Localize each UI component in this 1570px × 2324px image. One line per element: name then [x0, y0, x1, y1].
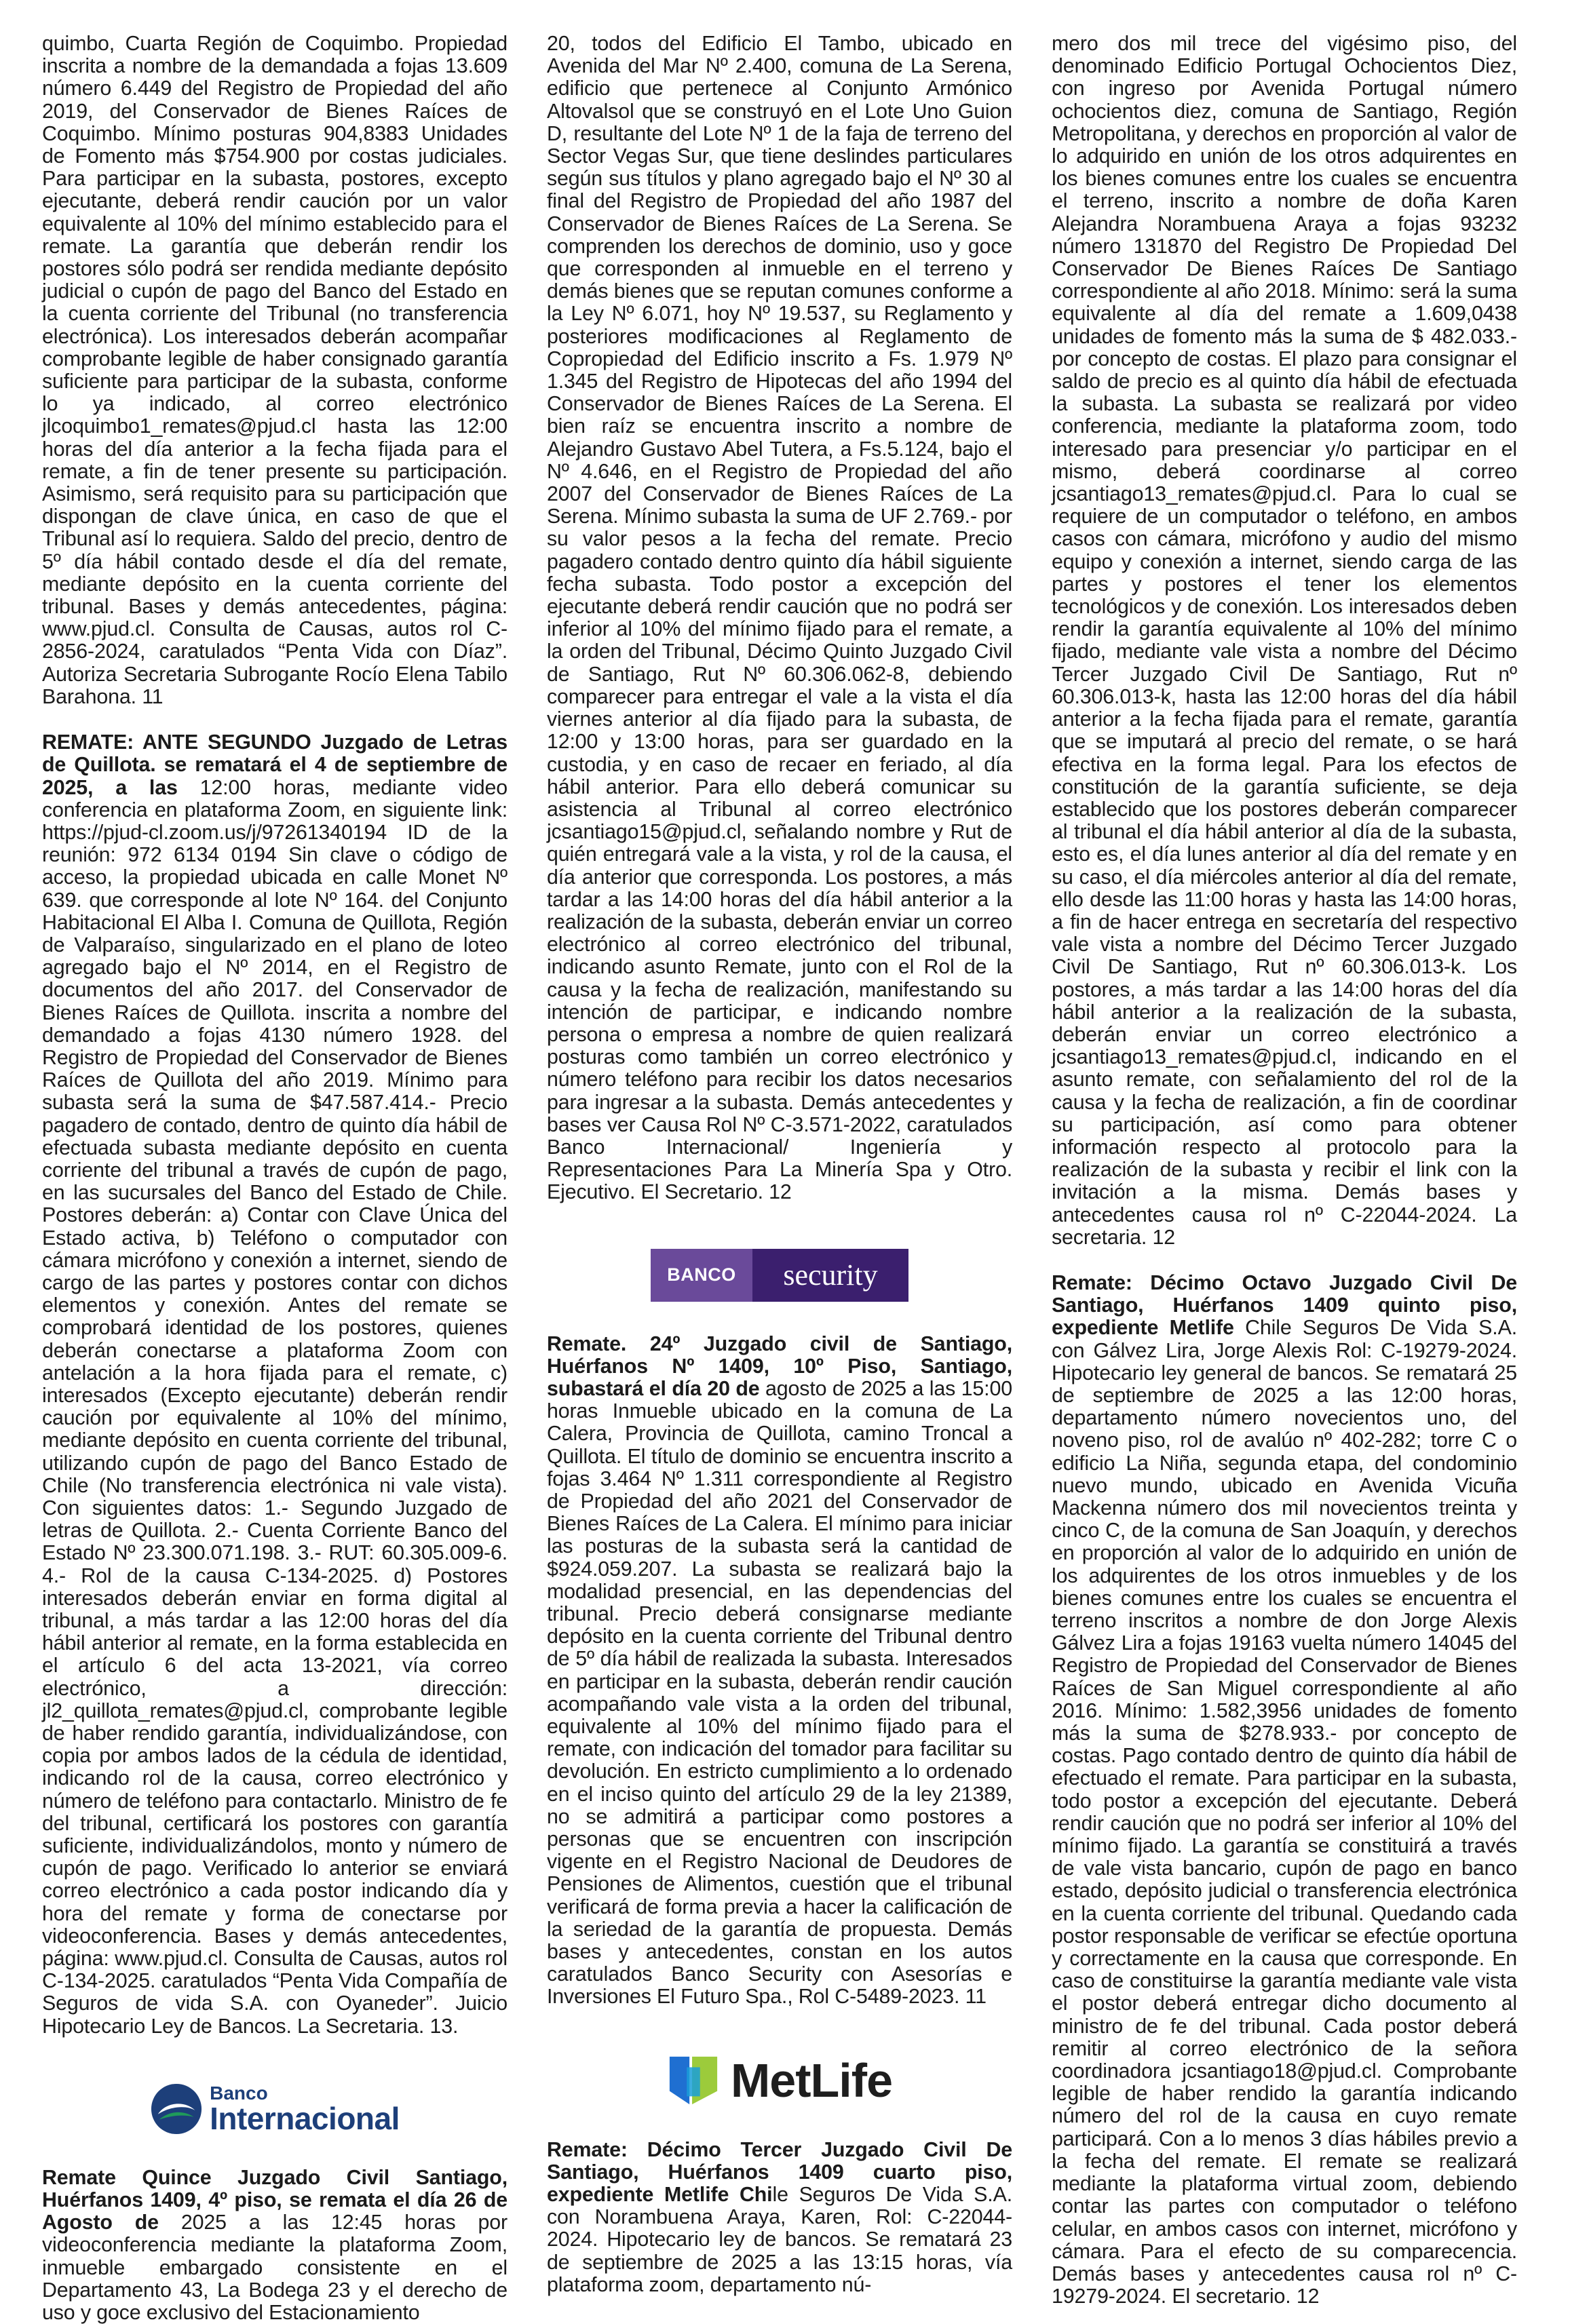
notice-body: le Seguros De Vida S.A. con Norambuena Araya, Karen, Rol: C-22044-2024. Hipotecario ley de bancos. Se rematará 23 de septiembre de 2025 a las 13:15 horas, vía plataforma zoom, departamento nú-	[547, 2183, 1012, 2296]
notice-heading: Remate: Décimo Tercer Juzgado Civil De Santiago, Huérfanos 1409 cuarto piso, expediente Metlife Chi	[547, 2137, 1012, 2207]
internacional-word: Internacional	[210, 2100, 400, 2136]
auction-notice	[547, 2139, 1012, 2296]
notice-heading: Remate Quince Juzgado Civil Santiago, Huérfanos 1409, 4º piso, se remata el día 26 de Agosto de	[42, 2165, 508, 2234]
notice-body: 20, todos del Edificio El Tambo, ubicado en Avenida del Mar Nº 2.400, comuna de La Serena, edificio que pertenece al Conjunto Armónico Altovalsol que se construyó en el Lote Uno Guion D, resultante del Lote Nº 1 de la faja de terreno del Sector Vegas Sur, que tiene deslindes particulares según sus títulos y plano agregado bajo el Nº 30 al final del Registro de Propiedad del año 1987 del Conservador de Bienes Raíces de La Serena. Se comprenden los derechos de dominio, uso y goce que corresponden al inmueble en el terreno y demás bienes que se reputan comunes conforme a la Ley Nº 6.071, hoy Nº 19.537, su Reglamento y posteriores modificaciones al Reglamento de Copropiedad del Edificio inscrito a Fs. 1.979 Nº 1.345 del Registro de Hipotecas del año 1994 del Conservador de Bienes Raíces de La Serena. El bien raíz se encuentra inscrito a nombre de Alejandro Gustavo Abel Tutera, a Fs.5.124, bajo el Nº 4.646, en el Registro de Propiedad del año 2007 del Conservador de Bienes Raíces de La Serena. Mínimo subasta la suma de UF 2.769.- por su valor pesos a la fecha del remate. Precio pagadero contado dentro quinto día hábil siguiente fecha subasta. Todo postor a excepción del ejecutante deberá rendir caución que no podrá ser inferior al 10% del mínimo fijado para el remate, a la orden del Tribunal, Décimo Quinto Juzgado Civil de Santiago, Rut Nº 60.306.062-8, debiendo comparecer para entregar el vale a la vista el día viernes anterior al día fijado para la subasta, de 12:00 y 13:00 horas, para ser guardado en la custodia, y en caso de recaer en feriado, al día hábil anterior. Para ello deberá comunicar su asistencia al Tribunal al correo electrónico jcsantiago15@pjud.cl, señalando nombre y Rut de quién entregará vale a la vista, y rol de la causa, el día anterior que corresponda. Los postores, a más tardar a las 14:00 horas del día hábil anterior a la realización de la subasta, deberán enviar un correo electrónico al correo electrónico del tribunal, indicando asunto Remate, junto con el Rol de la causa y la fecha de realización, manifestando su intención de participar, e indicando nombre persona o empresa a nombre de quien realizará posturas como también un correo electrónico y número teléfono para recibir los datos necesarios para ingresar a la subasta. Demás antecedentes y bases ver Causa Rol Nº C-3.571-2022, caratulados Banco Internacional/ Ingeniería y Representaciones Para La Minería Spa y Otro. Ejecutivo. El Secretario. 12	[547, 32, 1012, 1204]
metlife-wordmark: MetLife	[731, 2053, 892, 2107]
notice-heading: Remate. 24º Juzgado civil de Santiago, Huérfanos Nº 1409, 10º Piso, Santiago, subastará el día 20 de	[547, 1332, 1012, 1400]
notice-body: 12:00 horas, mediante video conferencia en plataforma Zoom, en siguiente link: https://pjud-cl.zoom.us/j/97261340194 ID de la reunión: 972 6134 0194 Sin clave o código de acceso, la propiedad ubicada en calle Monet Nº 639. que corresponde al lote Nº 164. del Conjunto Habitacional El Alba I. Comuna de Quillota, Región de Valparaíso, singularizado en el plano de loteo agregado bajo el Nº 2014, en el Registro de documentos del año 2017. del Conservador de Bienes Raíces de Quillota. inscrita a nombre del demandado a fojas 4130 número 1928. del Registro de Propiedad del Conservador de Bienes Raíces de Quillota del año 2019. Mínimo para subasta será la suma de $47.587.414.- Precio pagadero de contado, dentro de quinto día hábil de efectuada subasta mediante depósito en cuenta corriente del tribunal a través de cupón de pago, en las sucursales del Banco del Estado de Chile. Postores deberán: a) Contar con Clave Única del Estado activa, b) Teléfono o computador con cámara micrófono y conexión a internet, siendo de cargo de las partes y postores contar con dichos elementos y conexión. Antes del remate se comprobará identidad de los postores, quienes deberán conectarse a plataforma Zoom con antelación a la hora fijada para el remate, c) interesados (Excepto ejecutante) deberán rendir caución por equivalente al 10% del mínimo, mediante depósito en cuenta corriente del tribunal, utilizando cupón de pago del Banco Estado de Chile (No transferencia electrónica ni vale vista). Con siguientes datos: 1.- Segundo Juzgado de letras de Quillota. 2.- Cuenta Corriente Banco del Estado Nº 23.300.071.198. 3.- RUT: 60.305.009-6. 4.- Rol de la causa C-134-2025. d) Postores interesados deberán enviar en forma digital al tribunal, a más tardar a las 12:00 horas del día hábil anterior al remate, en la forma establecida en el artículo 6 del acta 13-2021, vía correo electrónico, a dirección: jl2_quillota_remates@pjud.cl, comprobante legible de haber rendido garantía, individualizándose, con copia por ambos lados de la cédula de identidad, indicando rol de la causa, correo electrónico y número de teléfono para contactarlo. Ministro de fe del tribunal, certificará los postores con garantía suficiente, individualizándolos, monto y número de cupón de pago. Verificado lo anterior se enviará correo electrónico a cada postor indicando día y hora del remate y forma de conectarse por videoconferencia. Bases y demás antecedentes, página: www.pjud.cl. Consulta de Causas, autos rol C-134-2025. caratulados “Penta Vida Compañía de Seguros de vida S.A. con Oyaneder”. Juicio Hipotecario Ley de Bancos. La Secretaria. 13.	[42, 775, 508, 2038]
auction-notice	[42, 2167, 508, 2324]
notice-body: agosto de 2025 a las 15:00 horas Inmueble ubicado en la comuna de La Calera, Provincia de Quillota, camino Troncal a Quillota. El título de dominio se encuentra inscrito a fojas 3.464 Nº 1.311 correspondiente al Registro de Propiedad del año 2021 del Conservador de Bienes Raíces de La Calera. El mínimo para iniciar las posturas de la subasta será la cantidad de $924.059.207. La subasta se realizará bajo la modalidad presencial, en las dependencias del tribunal. Precio deberá consignarse mediante depósito en la cuenta corriente del Tribunal dentro de 5º día hábil de realizada la subasta. Interesados en participar en la subasta, deberán rendir caución acompañando vale vista a la orden del tribunal, equivalente al 10% del mínimo fijado para el remate, con indicación del tomador para facilitar su devolución. En estricto cumplimiento a lo ordenado en el inciso quinto del artículo 29 de la ley 21389, no se admitirá a participar como postores a personas que se encuentren con inscripción vigente en el Registro Nacional de Deudores de Pensiones de Alimentos, cuestión que el tribunal verificará de forma previa a hacer la calificación de la seriedad de la garantía de propuesta. Demás bases y antecedentes, constan en los autos caratulados Banco Security con Asesorías e Inversiones El Futuro Spa., Rol C-5489-2023. 11	[547, 1376, 1012, 2009]
metlife-icon	[667, 2054, 720, 2107]
auction-notice	[42, 33, 508, 708]
notice-body: Chile Seguros De Vida S.A. con Gálvez Lira, Jorge Alexis Rol: C-19279-2024. Hipotecario ley general de bancos. Se rematará 25 de septiembre de 2025 a las 12:00 horas, departamento número novecientos uno, del noveno piso, rol de avalúo nº 402-282; torre C o edificio La Niña, segunda etapa, del condominio nuevo mundo, ubicado en Avenida Vicuña Mackenna número dos mil novecientos treinta y cinco C, de la comuna de San Joaquín, y derechos en proporción al valor de lo adquirido en unión de los adquirentes de los otros inmuebles y de los bienes comunes entre los cuales se encuentra el terreno inscritos a nombre de don Jorge Alexis Gálvez Lira a fojas 19163 vuelta número 14045 del Registro de Propiedad del Conservador de Bienes Raíces de San Miguel correspondiente al año 2016. Mínimo: 1.582,3956 unidades de fomento más la suma de $278.933.- por concepto de costas. Pago contado dentro de quinto día hábil de efectuado el remate. Para participar en la subasta, todo postor a excepción del ejecutante. Deberá rendir caución que no podrá ser inferior al 10% del mínimo fijado. La garantía se constituirá a través de vale vista bancario, cupón de pago en banco estado, depósito judicial o transferencia electrónica en la cuenta corriente del tribunal. Quedando cada postor responsable de verificar se efectúe oportuna y correctamente en la causa que corresponde. En caso de constituirse la garantía mediante vale vista el postor deberá entregar dicho documento al ministro de fe del tribunal. Cada postor deberá remitir al correo electrónico de la señora coordinadora jcsantiago18@pjud.cl. Comprobante legible de haber rendido la garantía indicando número del rol de la causa en cuyo remate participará. Con a lo menos 3 días hábiles previo a la fecha del remate. El remate se realizará mediante la plataforma virtual zoom, debiendo contar las partes con computador o teléfono celular, en ambos casos con internet, micrófono y cámara. Para el efecto de su comparecencia. Demás bases y antecedentes causa rol nº C-19279-2024. El secretario. 12	[1052, 1316, 1517, 2308]
banco-security-ad	[547, 1249, 1012, 1302]
auction-notice	[547, 1333, 1012, 2009]
security-label: security	[752, 1249, 908, 1302]
column-3	[1052, 32, 1517, 2308]
notice-heading: Remate: Décimo Octavo Juzgado Civil De Santiago, Huérfanos 1409 quinto piso, expediente Metlife	[1052, 1271, 1517, 1340]
banco-security-logo	[651, 1249, 908, 1302]
banco-internacional-logo	[150, 2083, 400, 2135]
banco-label: BANCO	[651, 1249, 752, 1302]
banco-word: Banco	[210, 2082, 268, 2104]
column-2	[547, 32, 1012, 2296]
auction-notice	[42, 731, 508, 2038]
notice-body: quimbo, Cuarta Región de Coquimbo. Propiedad inscrita a nombre de la demandada a fojas 13.609 número 6.449 del Registro de Propiedad del año 2019, del Conservador de Bienes Raíces de Coquimbo. Mínimo posturas 904,8383 Unidades de Fomento más $754.900 por costas judiciales. Para participar en la subasta, postores, excepto ejecutante, deberá rendir caución por un valor equivalente al 10% del mínimo establecido para el remate. La garantía que deberán rendir los postores sólo podrá ser rendida mediante depósito judicial o cupón de pago del Banco del Estado en la cuenta corriente del Tribunal (no transferencia electrónica). Los interesados deberán acompañar comprobante legible de haber consignado garantía suficiente para participar de la subasta, conforme lo ya indicado, al correo electrónico jlcoquimbo1_remates@pjud.cl hasta las 12:00 horas del día anterior a la fecha fijada para el remate, a fin de tener presente su participación. Asimismo, será requisito para su participación que dispongan de clave única, en caso de que el Tribunal así lo requiera. Saldo del precio, dentro de 5º día hábil contado desde el día del remate, mediante depósito en la cuenta corriente del tribunal. Bases y demás antecedentes, página: www.pjud.cl. Consulta de Causas, autos rol C-2856-2024, caratulados “Penta Vida con Díaz”. Autoriza Secretaria Subrogante Rocío Elena Tabilo Barahona. 11	[42, 32, 508, 708]
notice-body: mero dos mil trece del vigésimo piso, del denominado Edificio Portugal Ochocientos Diez, con ingreso por Avenida Portugal número ochocientos diez, comuna de Santiago, Región Metropolitana, y derechos en proporción al valor de lo adquirido en unión de los otros adquirentes en los bienes comunes entre los cuales se encuentra el terreno, inscrito a nombre de doña Karen Alejandra Norambuena Araya a fojas 93232 número 131870 del Registro De Propiedad Del Conservador De Bienes Raíces De Santiago correspondiente al año 2018. Mínimo: será la suma equivalente al día del remate a 1.609,0438 unidades de fomento más la suma de $ 482.033.- por concepto de costas. El plazo para consignar el saldo de precio es al quinto día hábil de efectuada la subasta. La subasta se realizará por video conferencia, mediante la plataforma zoom, todo interesado para presenciar y/o participar en el mismo, deberá coordinarse al correo jcsantiago13_remates@pjud.cl. Para lo cual se requiere de un computador o teléfono, en ambos casos con cámara, micrófono y audio del mismo equipo y conexión a internet, siendo carga de las partes y postores el tener los elementos tecnológicos y de conexión. Los interesados deben rendir la garantía equivalente al 10% del mínimo fijado, mediante vale vista a nombre del Décimo Tercer Juzgado Civil De Santiago, Rut nº 60.306.013-k, hasta las 12:00 horas del día hábil anterior a la fecha fijada para el remate, garantía que se imputará al precio del remate, o se hará efectiva en la forma legal. Para los efectos de constitución de la garantía suficiente, se deja establecido que los postores deberán comparecer al tribunal el día hábil anterior al día de la subasta, esto es, el día lunes anterior al día del remate y en su caso, el día miércoles anterior al día del remate, ello desde las 11:00 horas y hasta las 14:00 horas, a fin de hacer entrega en secretaría del respectivo vale vista a nombre del Décimo Tercer Juzgado Civil De Santiago, Rut nº 60.306.013-k. Los postores, a más tardar a las 14:00 horas del día hábil anterior a la realización de la subasta, deberán enviar un correo electrónico a jcsantiago13_remates@pjud.cl, indicando en el asunto remate, con señalamiento del rol de la causa y la fecha de realización, a fin de coordinar su participación, así como para obtener información respecto al protocolo para la realización de la subasta y recibir el link con la invitación a la misma. Demás bases y antecedentes causa rol nº C-22044-2024. La secretaria. 12	[1052, 32, 1517, 1249]
column-1	[42, 32, 508, 2324]
banco-internacional-ad	[42, 2083, 508, 2135]
notice-body: 2025 a las 12:45 horas por videoconferencia mediante la plataforma Zoom, inmueble embargado consistente en el Departamento 43, La Bodega 23 y el derecho de uso y goce exclusivo del Estacionamiento	[42, 2211, 508, 2324]
metlife-logo	[667, 2053, 892, 2108]
banco-internacional-icon	[150, 2083, 203, 2135]
auction-notice	[1052, 1272, 1517, 2308]
auction-notice	[1052, 33, 1517, 1249]
notice-heading: REMATE: ANTE SEGUNDO Juzgado de Letras de Quillota. se rematará el 4 de septiembre de 2025, a las	[42, 731, 508, 799]
auction-notice	[547, 33, 1012, 1204]
metlife-ad	[547, 2053, 1012, 2108]
